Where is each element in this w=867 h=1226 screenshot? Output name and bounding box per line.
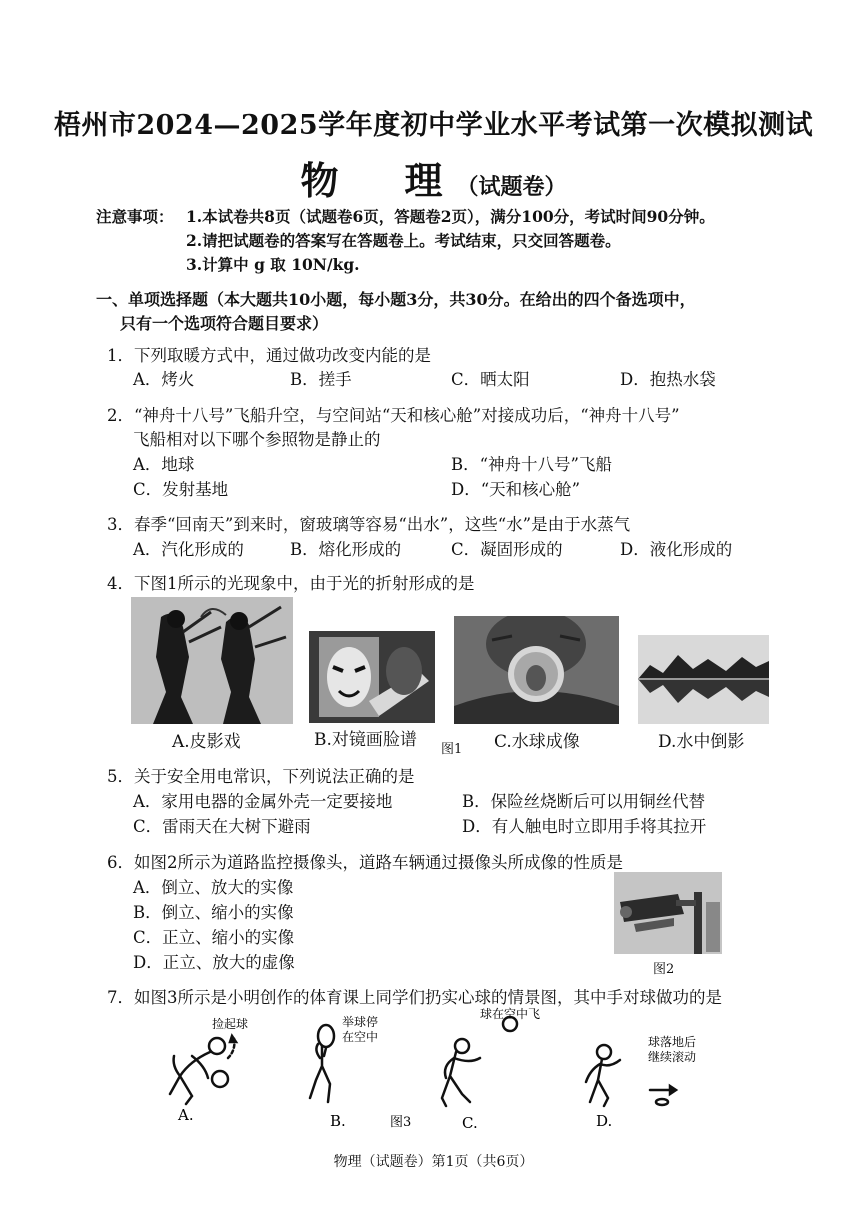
q6-option-c: C．正立、缩小的实像 — [133, 928, 295, 947]
note-1: 1.本试卷共8页（试题卷6页，答题卷2页），满分100分，考试时间90分钟。 — [186, 207, 715, 226]
q3-option-c: C．凝固形成的 — [451, 540, 563, 559]
photo-water-ball — [454, 616, 619, 724]
q5-option-d: D．有人触电时立即用手将其拉开 — [462, 817, 707, 836]
photo-mirror-mask — [309, 631, 435, 723]
section1-subheading: 只有一个选项符合题目要求） — [120, 314, 329, 333]
q4-caption-a: A.皮影戏 — [172, 732, 241, 752]
q6-option-a: A．倒立、放大的实像 — [133, 878, 294, 897]
q3-stem: 3．春季“回南天”到来时，窗玻璃等容易“出水”，这些“水”是由于水蒸气 — [107, 515, 631, 534]
q2-option-a: A．地球 — [133, 455, 195, 474]
q1-option-c: C．晒太阳 — [451, 370, 530, 389]
q1-option-b: B．搓手 — [290, 370, 352, 389]
exam-title: 梧州市2024—2025学年度初中学业水平考试第一次模拟测试 — [53, 110, 814, 141]
q6-option-b: B．倒立、缩小的实像 — [133, 903, 294, 922]
label-pick-up-ball: 捡起球 — [212, 1017, 249, 1031]
q4-caption-c: C.水球成像 — [494, 732, 580, 752]
figure3-stick-figures — [150, 1006, 770, 1134]
figure3-label: 图3 — [390, 1115, 412, 1130]
subject-note: （试题卷） — [456, 174, 567, 200]
q4-stem: 4．下图1所示的光现象中，由于光的折射形成的是 — [107, 574, 475, 593]
label-hold-ball-1: 举球停 — [342, 1015, 379, 1029]
q2-option-d: D．“天和核心舱” — [451, 480, 581, 499]
subject-name: 物 理 — [300, 158, 457, 203]
q6-option-d: D．正立、放大的虚像 — [133, 953, 295, 972]
subject-heading — [0, 150, 867, 205]
q7-letter-b: B. — [330, 1112, 346, 1130]
q7-letter-a: A. — [178, 1106, 194, 1124]
q7-letter-d: D. — [596, 1112, 613, 1130]
q7-letter-c: C. — [462, 1114, 478, 1132]
figure2-label: 图2 — [653, 962, 675, 977]
q5-option-c: C．雷雨天在大树下避雨 — [133, 817, 311, 836]
q1-option-a: A．烤火 — [133, 370, 195, 389]
q3-option-d: D．液化形成的 — [620, 540, 733, 559]
q6-stem: 6．如图2所示为道路监控摄像头，道路车辆通过摄像头所成像的性质是 — [107, 853, 623, 872]
label-ball-flying: 球在空中飞 — [480, 1007, 541, 1021]
q1-stem: 1．下列取暖方式中，通过做功改变内能的是 — [107, 346, 431, 365]
figure1-label: 图1 — [441, 742, 463, 757]
photo-surveillance-camera — [614, 872, 722, 954]
q5-stem: 5．关于安全用电常识，下列说法正确的是 — [107, 767, 415, 786]
q4-caption-d: D.水中倒影 — [658, 732, 745, 752]
label-ball-landed-1: 球落地后 — [648, 1035, 697, 1049]
note-2: 2.请把试题卷的答案写在答题卷上。考试结束，只交回答题卷。 — [186, 231, 621, 250]
q2-stem-line2: 飞船相对以下哪个参照物是静止的 — [133, 430, 381, 449]
q3-option-b: B．熔化形成的 — [290, 540, 402, 559]
label-ball-landed-2: 继续滚动 — [648, 1050, 697, 1064]
q7-stem: 7．如图3所示是小明创作的体育课上同学们扔实心球的情景图，其中手对球做功的是 — [107, 988, 722, 1007]
section1-heading: 一、单项选择题（本大题共10小题，每小题3分，共30分。在给出的四个备选项中， — [96, 290, 696, 309]
q4-caption-b: B.对镜画脸谱 — [314, 730, 417, 750]
q2-option-c: C．发射基地 — [133, 480, 229, 499]
label-hold-ball-2: 在空中 — [342, 1030, 379, 1044]
photo-shadow-puppet — [131, 597, 293, 724]
q5-option-b: B．保险丝烧断后可以用铜丝代替 — [462, 792, 706, 811]
q3-option-a: A．汽化形成的 — [133, 540, 244, 559]
q2-stem-line1: 2．“神舟十八号”飞船升空，与空间站“天和核心舱”对接成功后，“神舟十八号” — [107, 406, 680, 425]
notes-label: 注意事项： — [96, 207, 174, 226]
q5-option-a: A．家用电器的金属外壳一定要接地 — [133, 792, 393, 811]
q1-option-d: D．抱热水袋 — [620, 370, 716, 389]
page-footer: 物理（试题卷）第1页（共6页） — [333, 1154, 534, 1170]
note-3: 3.计算中 g 取 10N/kg. — [186, 255, 360, 274]
q2-option-b: B．“神舟十八号”飞船 — [451, 455, 612, 474]
photo-water-reflection — [638, 635, 769, 724]
